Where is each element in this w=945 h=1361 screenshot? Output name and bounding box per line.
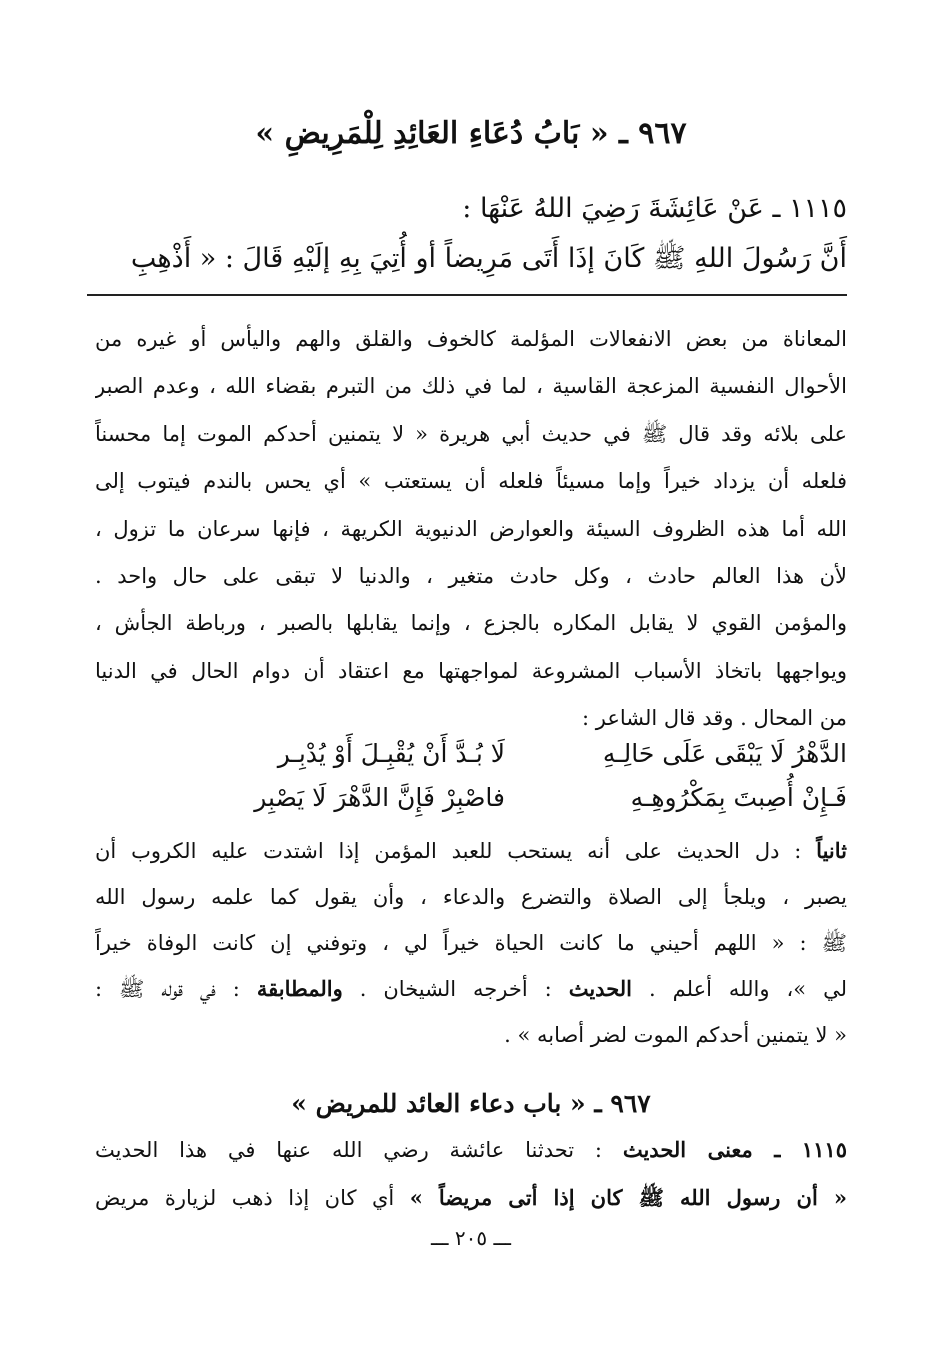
commentary-line: الله أما هذه الظروف السيئة والعوارض الدنيوية الكريهة ، فإنها سرعان ما تزول ، [95, 516, 847, 541]
lower-line: يصبر ، ويلجأ إلى الصلاة والتضرع والدعاء ، وأن يقول كما علمه رسول الله [95, 885, 847, 909]
lower-text: : في قوله ﷺ : [95, 977, 240, 1001]
commentary-block [95, 316, 847, 743]
hadith-text: أَنَّ رَسُولَ اللهِ ﷺ كَانَ إذَا أَتَى مَرِيضاً أو أُتِيَ بِهِ إلَيْهِ قَالَ : « أَذْهِبِ [130, 243, 847, 274]
lower-line: ﷺ : « اللهم أحيني ما كانت الحياة خيراً لي ، وتوفني إن كانت الوفاة خيراً [95, 931, 847, 955]
commentary-line: فلعله أن يزداد خيراً وإما مسيئاً فلعله أن يستعتب » أي يحس بالندم فيتوب إلى [95, 469, 847, 494]
commentary-line: المعاناة من بعض الانفعالات المؤلمة كالخوف والقلق والهم واليأس أو غيره من [95, 327, 847, 351]
meaning-line [95, 1126, 847, 1174]
commentary-line: الأحوال النفسية المزعجة القاسية ، لما في ذلك من التبرم بقضاء الله ، وعدم الصبر [95, 374, 847, 399]
book-page [95, 0, 847, 1361]
lower-line [95, 828, 847, 874]
meaning-line [95, 1174, 847, 1222]
meaning-text: : تحدثنا عائشة رضي الله عنها في هذا الحديث [95, 1138, 603, 1162]
chapter-heading-secondary: ٩٦٧ ـ « باب دعاء العائد للمريض » [291, 1089, 651, 1118]
commentary-line: من المحال . وقد قال الشاعر : [581, 706, 847, 731]
page-number: ـــ ٢٠٥ ـــ [430, 1226, 512, 1250]
commentary-line: والمؤمن القوي لا يقابل المكاره بالجزع ، وإنما يقابلها بالصبر ، ورباطة الجأش ، [95, 611, 847, 636]
correspondence-label: والمطابقة [256, 976, 343, 1001]
poem-hemistich-second: فاصْبِرْ فَإِنَّ الدَّهْرَ لَا يَصْبِر [254, 783, 505, 812]
commentary-line: لأن هذا العالم حادث ، وكل حادث متغير ، والدنيا لا تبقى على حال واحد . [95, 563, 847, 588]
commentary-line: ويواجهها باتخاذ الأسباب المشروعة لمواجهتها مع اعتقاد أن دوام الحال في الدنيا [95, 658, 847, 683]
hadith-source-label: الحديث [568, 976, 632, 1001]
commentary-line: على بلائه وقد قال ﷺ في حديث أبي هريرة « لا يتمنين أحدكم الموت إما محسناً [95, 421, 847, 446]
point-label: ثانياً [816, 838, 847, 863]
meaning-label: ١١١٥ ـ معنى الحديث [622, 1137, 847, 1162]
hadith-intro: ١١١٥ ـ عَنْ عَائِشَةَ رَضِيَ اللهُ عَنْهَا : [462, 193, 847, 224]
lower-text: لي »، والله أعلم . [648, 977, 847, 1001]
poem-hemistich-first: فَـإِنْ أُصِبتَ بِمَكْرُوهِـهِ [630, 783, 847, 812]
lower-text: : دل الحديث على أنه يستحب للعبد المؤمن إذا اشتدت عليه الكروب أن [95, 839, 802, 863]
footnote-separator [87, 294, 847, 296]
lower-line [95, 966, 847, 1012]
lower-line: « لا يتمنين أحدكم الموت لضر أصابه » . [504, 1023, 847, 1047]
lower-text: : أخرجه الشيخان . [359, 977, 552, 1001]
chapter-heading: ٩٦٧ ـ « بَابُ دُعَاءِ العَائِدِ لِلْمَرِيضِ » [255, 116, 687, 151]
hadith-meaning-block [95, 1126, 847, 1222]
meaning-text: أي كان إذا ذهب لزيارة مريض [95, 1186, 395, 1210]
poem-hemistich-second: لَا بُـدَّ أَنْ يُقْبِـلَ أَوْ يُدْبِـر [277, 739, 505, 768]
meaning-quote: « أن رسول الله ﷺ كان إذا أتى مريضاً » [409, 1185, 847, 1210]
second-point-block [95, 828, 847, 1058]
poem-hemistich-first: الدَّهْرُ لَا يَبْقَى عَلَى حَالِـهِ [602, 739, 847, 768]
